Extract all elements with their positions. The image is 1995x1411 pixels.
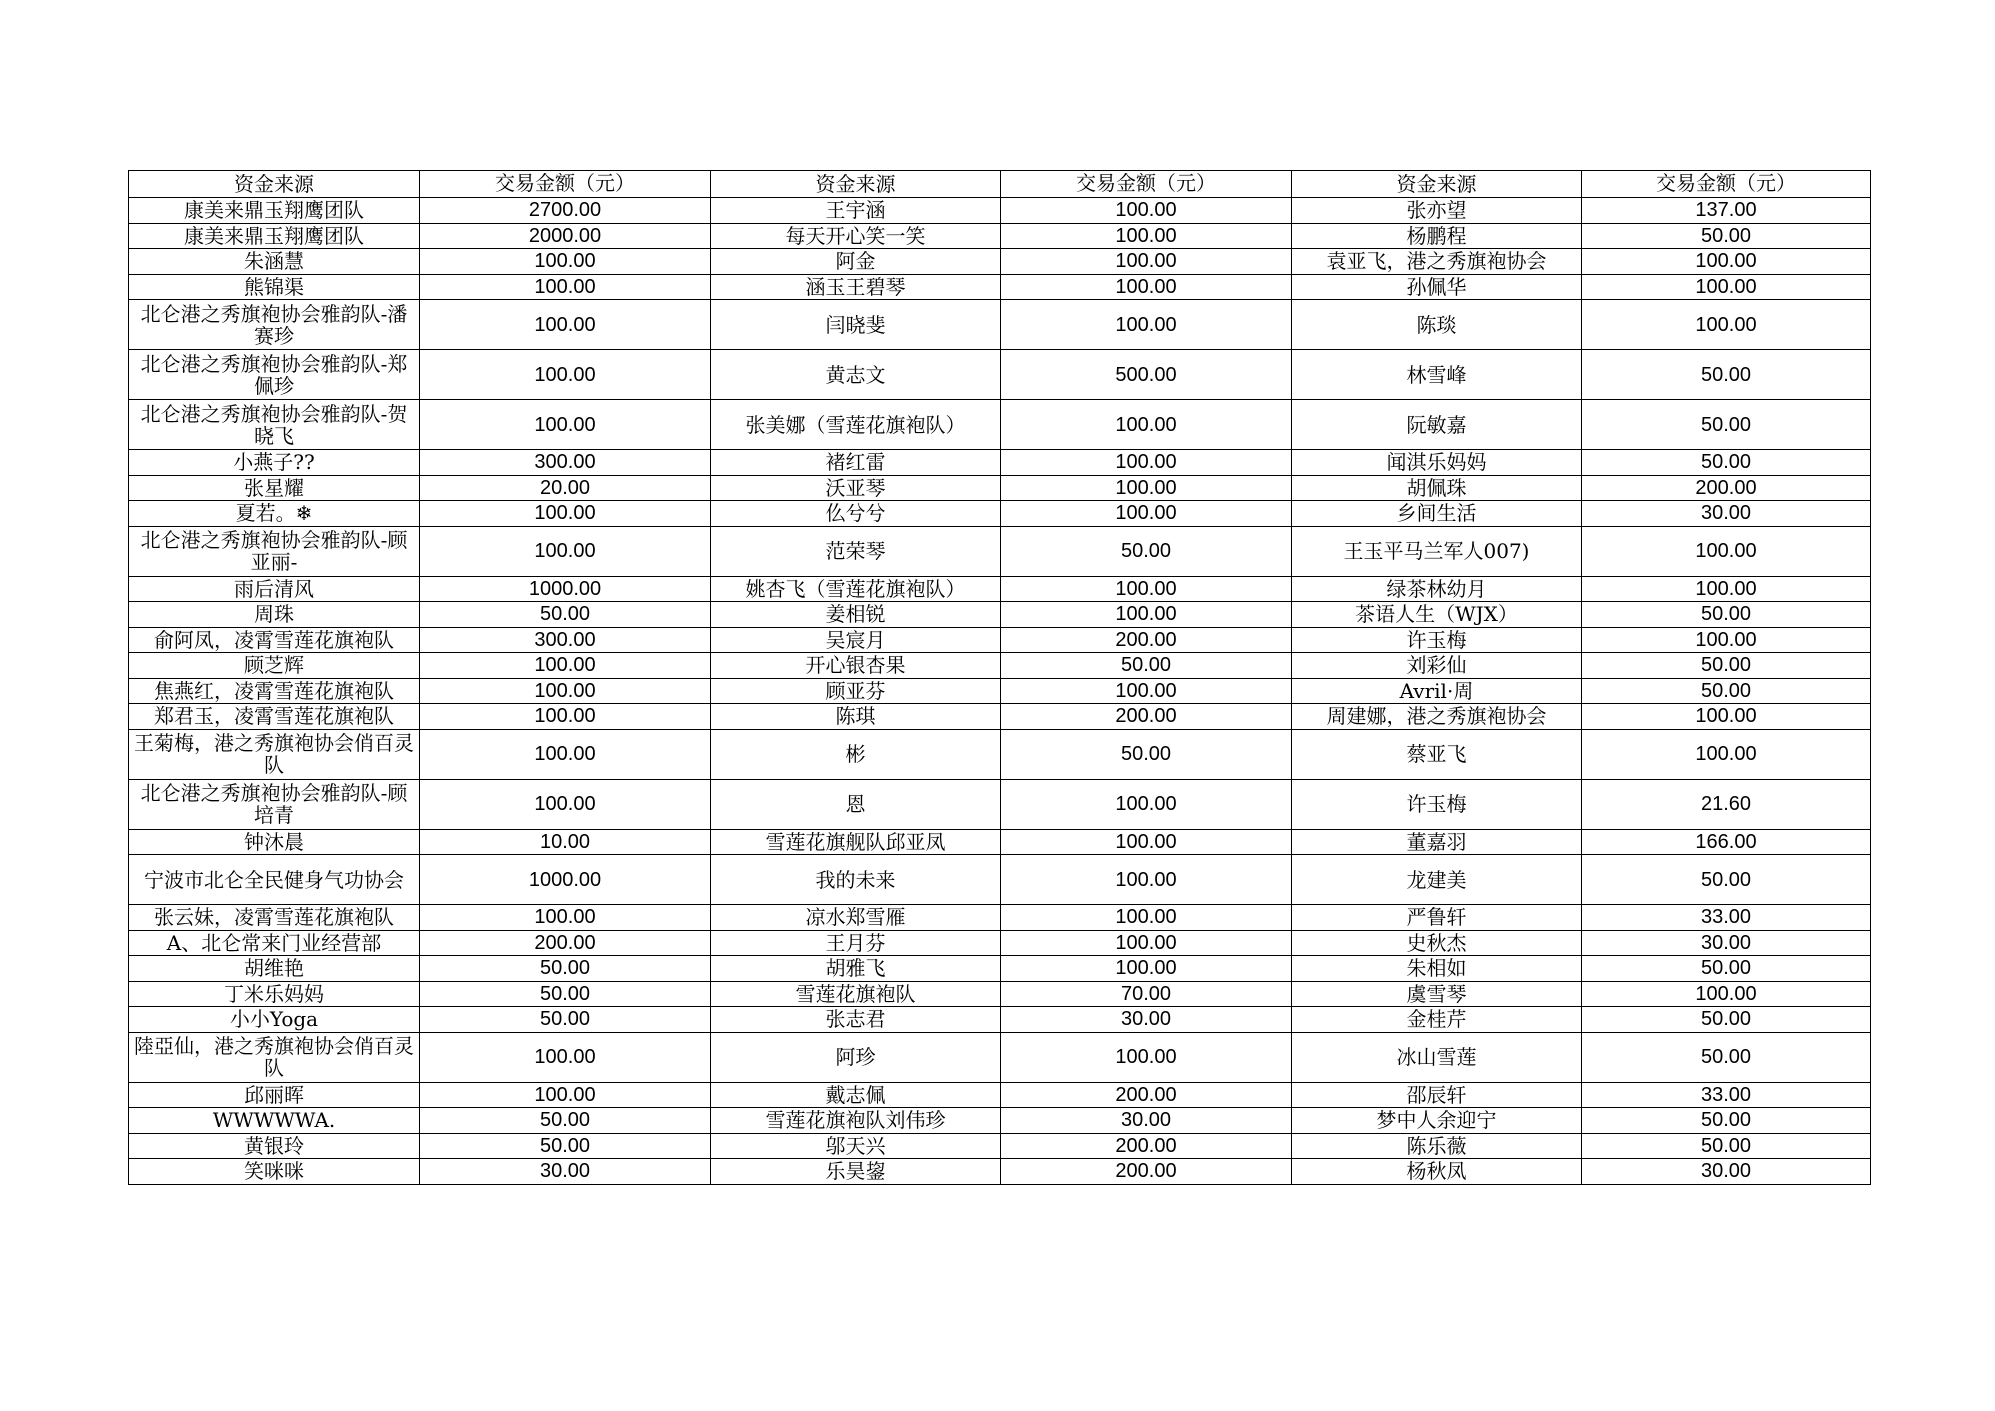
cell-source-3: 虞雪琴 xyxy=(1292,981,1582,1007)
cell-amount-3: 100.00 xyxy=(1582,627,1871,653)
cell-amount-2: 100.00 xyxy=(1001,300,1292,350)
cell-source-2: 张美娜（雪莲花旗袍队） xyxy=(711,400,1001,450)
cell-amount-1: 200.00 xyxy=(420,930,711,956)
cell-amount-1: 100.00 xyxy=(420,501,711,527)
cell-source-3: 严鲁轩 xyxy=(1292,905,1582,931)
cell-source-3: 陈乐薇 xyxy=(1292,1133,1582,1159)
table-row xyxy=(129,223,1871,249)
cell-source-1: WWWWWA. xyxy=(129,1108,420,1134)
cell-source-1: 北仑港之秀旗袍协会雅韵队-贺晓飞 xyxy=(129,400,420,450)
cell-amount-3: 50.00 xyxy=(1582,1108,1871,1134)
cell-source-3: 孙佩华 xyxy=(1292,274,1582,300)
cell-source-3: 周建娜，港之秀旗袍协会 xyxy=(1292,704,1582,730)
cell-source-1: 陸亞仙，港之秀旗袍协会俏百灵队 xyxy=(129,1032,420,1082)
table-row xyxy=(129,1082,1871,1108)
cell-source-3: 冰山雪莲 xyxy=(1292,1032,1582,1082)
cell-source-2: 顾亚芬 xyxy=(711,678,1001,704)
cell-source-3: 张亦望 xyxy=(1292,198,1582,224)
cell-amount-3: 50.00 xyxy=(1582,350,1871,400)
cell-amount-2: 100.00 xyxy=(1001,829,1292,855)
cell-amount-1: 1000.00 xyxy=(420,576,711,602)
cell-amount-1: 100.00 xyxy=(420,729,711,779)
table-body xyxy=(129,198,1871,1185)
cell-amount-2: 100.00 xyxy=(1001,905,1292,931)
table-row xyxy=(129,855,1871,905)
table-row xyxy=(129,1032,1871,1082)
cell-source-1: 熊锦渠 xyxy=(129,274,420,300)
cell-amount-3: 30.00 xyxy=(1582,1159,1871,1185)
cell-source-1: 俞阿凤，凌霄雪莲花旗袍队 xyxy=(129,627,420,653)
cell-amount-2: 100.00 xyxy=(1001,602,1292,628)
table-row xyxy=(129,779,1871,829)
cell-amount-1: 50.00 xyxy=(420,1133,711,1159)
cell-amount-1: 10.00 xyxy=(420,829,711,855)
cell-amount-3: 100.00 xyxy=(1582,729,1871,779)
cell-source-3: 董嘉羽 xyxy=(1292,829,1582,855)
cell-source-2: 王月芬 xyxy=(711,930,1001,956)
cell-amount-3: 100.00 xyxy=(1582,704,1871,730)
cell-amount-3: 50.00 xyxy=(1582,223,1871,249)
cell-source-2: 陈琪 xyxy=(711,704,1001,730)
cell-amount-3: 50.00 xyxy=(1582,1032,1871,1082)
cell-source-1: 宁波市北仑全民健身气功协会 xyxy=(129,855,420,905)
cell-amount-1: 100.00 xyxy=(420,350,711,400)
cell-amount-1: 100.00 xyxy=(420,300,711,350)
cell-source-2: 褚红雷 xyxy=(711,450,1001,476)
cell-amount-1: 300.00 xyxy=(420,450,711,476)
cell-source-2: 涵玉王碧琴 xyxy=(711,274,1001,300)
cell-amount-1: 100.00 xyxy=(420,249,711,275)
cell-amount-2: 100.00 xyxy=(1001,249,1292,275)
cell-source-2: 仫兮兮 xyxy=(711,501,1001,527)
cell-source-1: 小燕子?? xyxy=(129,450,420,476)
header-source-1: 资金来源 xyxy=(129,171,420,198)
cell-amount-3: 50.00 xyxy=(1582,450,1871,476)
cell-source-1: 胡维艳 xyxy=(129,956,420,982)
cell-amount-2: 100.00 xyxy=(1001,475,1292,501)
table-row xyxy=(129,1159,1871,1185)
cell-amount-1: 50.00 xyxy=(420,956,711,982)
cell-source-1: 雨后清风 xyxy=(129,576,420,602)
cell-source-2: 邬天兴 xyxy=(711,1133,1001,1159)
cell-source-3: 陈琰 xyxy=(1292,300,1582,350)
cell-amount-1: 1000.00 xyxy=(420,855,711,905)
cell-source-3: 杨秋凤 xyxy=(1292,1159,1582,1185)
cell-source-3: 刘彩仙 xyxy=(1292,653,1582,679)
cell-source-2: 乐昊鋆 xyxy=(711,1159,1001,1185)
cell-source-2: 凉水郑雪雁 xyxy=(711,905,1001,931)
cell-source-1: 小小Yoga xyxy=(129,1007,420,1033)
table-row xyxy=(129,1108,1871,1134)
cell-source-1: 钟沐晨 xyxy=(129,829,420,855)
table-row xyxy=(129,981,1871,1007)
cell-source-1: A、北仑常来门业经营部 xyxy=(129,930,420,956)
cell-source-1: 笑咪咪 xyxy=(129,1159,420,1185)
cell-amount-3: 50.00 xyxy=(1582,1007,1871,1033)
table-row xyxy=(129,475,1871,501)
cell-amount-1: 100.00 xyxy=(420,678,711,704)
cell-source-2: 每天开心笑一笑 xyxy=(711,223,1001,249)
cell-source-3: 阮敏嘉 xyxy=(1292,400,1582,450)
table-row xyxy=(129,602,1871,628)
cell-source-2: 张志君 xyxy=(711,1007,1001,1033)
cell-amount-2: 70.00 xyxy=(1001,981,1292,1007)
cell-amount-2: 200.00 xyxy=(1001,1159,1292,1185)
cell-amount-1: 100.00 xyxy=(420,526,711,576)
cell-amount-2: 30.00 xyxy=(1001,1007,1292,1033)
cell-amount-2: 200.00 xyxy=(1001,627,1292,653)
table-row xyxy=(129,300,1871,350)
cell-amount-1: 100.00 xyxy=(420,779,711,829)
header-source-2: 资金来源 xyxy=(711,171,1001,198)
cell-source-2: 范荣琴 xyxy=(711,526,1001,576)
cell-amount-1: 100.00 xyxy=(420,1082,711,1108)
cell-source-2: 胡雅飞 xyxy=(711,956,1001,982)
cell-amount-2: 50.00 xyxy=(1001,653,1292,679)
cell-source-2: 雪莲花旗舰队邱亚凤 xyxy=(711,829,1001,855)
cell-amount-1: 100.00 xyxy=(420,653,711,679)
cell-source-3: 袁亚飞，港之秀旗袍协会 xyxy=(1292,249,1582,275)
cell-amount-3: 166.00 xyxy=(1582,829,1871,855)
table-row xyxy=(129,956,1871,982)
cell-amount-3: 50.00 xyxy=(1582,678,1871,704)
cell-source-3: 林雪峰 xyxy=(1292,350,1582,400)
cell-amount-2: 50.00 xyxy=(1001,729,1292,779)
cell-amount-2: 100.00 xyxy=(1001,501,1292,527)
table-row xyxy=(129,249,1871,275)
table-row xyxy=(129,729,1871,779)
cell-amount-1: 300.00 xyxy=(420,627,711,653)
cell-amount-3: 100.00 xyxy=(1582,249,1871,275)
cell-amount-1: 100.00 xyxy=(420,704,711,730)
cell-source-1: 北仑港之秀旗袍协会雅韵队-顾亚丽- xyxy=(129,526,420,576)
cell-source-1: 张星耀 xyxy=(129,475,420,501)
cell-source-3: 金桂芹 xyxy=(1292,1007,1582,1033)
cell-source-3: 邵辰轩 xyxy=(1292,1082,1582,1108)
cell-source-1: 北仑港之秀旗袍协会雅韵队-郑佩珍 xyxy=(129,350,420,400)
table-row xyxy=(129,627,1871,653)
cell-amount-2: 200.00 xyxy=(1001,704,1292,730)
cell-source-3: 闻淇乐妈妈 xyxy=(1292,450,1582,476)
cell-source-3: 梦中人余迎宁 xyxy=(1292,1108,1582,1134)
cell-amount-3: 100.00 xyxy=(1582,981,1871,1007)
header-amount-2: 交易金额（元） xyxy=(1001,171,1292,198)
cell-amount-1: 2700.00 xyxy=(420,198,711,224)
cell-amount-3: 100.00 xyxy=(1582,274,1871,300)
cell-amount-3: 50.00 xyxy=(1582,602,1871,628)
header-amount-3: 交易金额（元） xyxy=(1582,171,1871,198)
cell-amount-1: 50.00 xyxy=(420,1007,711,1033)
cell-source-2: 黄志文 xyxy=(711,350,1001,400)
cell-source-1: 朱涵慧 xyxy=(129,249,420,275)
cell-amount-2: 100.00 xyxy=(1001,855,1292,905)
cell-source-3: 许玉梅 xyxy=(1292,779,1582,829)
cell-source-2: 沃亚琴 xyxy=(711,475,1001,501)
cell-amount-2: 200.00 xyxy=(1001,1082,1292,1108)
table-row xyxy=(129,274,1871,300)
cell-source-1: 康美来鼎玉翔鹰团队 xyxy=(129,223,420,249)
cell-amount-3: 33.00 xyxy=(1582,905,1871,931)
cell-source-2: 吴宸月 xyxy=(711,627,1001,653)
cell-amount-2: 200.00 xyxy=(1001,1133,1292,1159)
table-row xyxy=(129,905,1871,931)
table-row xyxy=(129,350,1871,400)
cell-source-2: 姜相锐 xyxy=(711,602,1001,628)
cell-source-3: 胡佩珠 xyxy=(1292,475,1582,501)
header-amount-1: 交易金额（元） xyxy=(420,171,711,198)
cell-amount-1: 2000.00 xyxy=(420,223,711,249)
cell-amount-3: 50.00 xyxy=(1582,400,1871,450)
cell-amount-3: 100.00 xyxy=(1582,300,1871,350)
table-row xyxy=(129,653,1871,679)
cell-amount-3: 200.00 xyxy=(1582,475,1871,501)
cell-source-1: 丁米乐妈妈 xyxy=(129,981,420,1007)
table-row xyxy=(129,1133,1871,1159)
header-source-3: 资金来源 xyxy=(1292,171,1582,198)
cell-source-3: 杨鹏程 xyxy=(1292,223,1582,249)
cell-source-1: 邱丽晖 xyxy=(129,1082,420,1108)
cell-source-1: 王菊梅，港之秀旗袍协会俏百灵队 xyxy=(129,729,420,779)
cell-source-3: 王玉平马兰军人007) xyxy=(1292,526,1582,576)
cell-source-1: 康美来鼎玉翔鹰团队 xyxy=(129,198,420,224)
cell-source-1: 郑君玉，凌霄雪莲花旗袍队 xyxy=(129,704,420,730)
cell-amount-2: 100.00 xyxy=(1001,274,1292,300)
cell-amount-3: 50.00 xyxy=(1582,653,1871,679)
table-row xyxy=(129,501,1871,527)
cell-source-2: 王宇涵 xyxy=(711,198,1001,224)
cell-amount-2: 30.00 xyxy=(1001,1108,1292,1134)
cell-amount-2: 100.00 xyxy=(1001,930,1292,956)
cell-source-1: 张云妹，凌霄雪莲花旗袍队 xyxy=(129,905,420,931)
table-row xyxy=(129,526,1871,576)
cell-source-1: 黄银玲 xyxy=(129,1133,420,1159)
cell-source-3: 乡间生活 xyxy=(1292,501,1582,527)
cell-source-3: 绿茶林幼月 xyxy=(1292,576,1582,602)
cell-amount-3: 30.00 xyxy=(1582,501,1871,527)
cell-amount-2: 100.00 xyxy=(1001,1032,1292,1082)
cell-source-1: 焦燕红，凌霄雪莲花旗袍队 xyxy=(129,678,420,704)
cell-source-2: 开心银杏果 xyxy=(711,653,1001,679)
cell-amount-3: 50.00 xyxy=(1582,1133,1871,1159)
cell-amount-2: 100.00 xyxy=(1001,223,1292,249)
cell-source-3: 朱相如 xyxy=(1292,956,1582,982)
cell-amount-2: 100.00 xyxy=(1001,678,1292,704)
table-row xyxy=(129,198,1871,224)
cell-source-2: 阿金 xyxy=(711,249,1001,275)
table-row xyxy=(129,704,1871,730)
cell-source-3: 许玉梅 xyxy=(1292,627,1582,653)
cell-source-2: 姚杏飞（雪莲花旗袍队） xyxy=(711,576,1001,602)
cell-source-3: 茶语人生（WJX） xyxy=(1292,602,1582,628)
cell-source-2: 闫晓斐 xyxy=(711,300,1001,350)
table-row xyxy=(129,930,1871,956)
cell-amount-1: 20.00 xyxy=(420,475,711,501)
cell-source-3: 史秋杰 xyxy=(1292,930,1582,956)
table-row xyxy=(129,1007,1871,1033)
cell-amount-3: 50.00 xyxy=(1582,855,1871,905)
cell-source-2: 雪莲花旗袍队刘伟珍 xyxy=(711,1108,1001,1134)
cell-source-1: 周珠 xyxy=(129,602,420,628)
cell-amount-3: 100.00 xyxy=(1582,526,1871,576)
cell-source-1: 夏若。❄ xyxy=(129,501,420,527)
table-row xyxy=(129,576,1871,602)
cell-source-3: 蔡亚飞 xyxy=(1292,729,1582,779)
table-header-row xyxy=(129,171,1871,198)
cell-source-1: 顾芝辉 xyxy=(129,653,420,679)
cell-amount-3: 100.00 xyxy=(1582,576,1871,602)
cell-amount-3: 21.60 xyxy=(1582,779,1871,829)
cell-amount-2: 100.00 xyxy=(1001,576,1292,602)
cell-amount-3: 33.00 xyxy=(1582,1082,1871,1108)
cell-source-2: 我的未来 xyxy=(711,855,1001,905)
cell-amount-2: 100.00 xyxy=(1001,198,1292,224)
cell-source-2: 戴志佩 xyxy=(711,1082,1001,1108)
cell-amount-2: 50.00 xyxy=(1001,526,1292,576)
table-row xyxy=(129,450,1871,476)
cell-source-2: 阿珍 xyxy=(711,1032,1001,1082)
table-row xyxy=(129,678,1871,704)
table-row xyxy=(129,829,1871,855)
cell-amount-1: 30.00 xyxy=(420,1159,711,1185)
cell-amount-1: 50.00 xyxy=(420,602,711,628)
cell-amount-2: 500.00 xyxy=(1001,350,1292,400)
cell-amount-3: 137.00 xyxy=(1582,198,1871,224)
cell-source-2: 恩 xyxy=(711,779,1001,829)
cell-source-2: 彬 xyxy=(711,729,1001,779)
cell-amount-1: 50.00 xyxy=(420,1108,711,1134)
cell-source-1: 北仑港之秀旗袍协会雅韵队-潘赛珍 xyxy=(129,300,420,350)
cell-amount-1: 100.00 xyxy=(420,400,711,450)
cell-source-3: Avril·周 xyxy=(1292,678,1582,704)
cell-amount-1: 100.00 xyxy=(420,274,711,300)
cell-source-3: 龙建美 xyxy=(1292,855,1582,905)
donation-table xyxy=(128,170,1871,1185)
cell-amount-2: 100.00 xyxy=(1001,400,1292,450)
cell-amount-1: 100.00 xyxy=(420,905,711,931)
cell-amount-2: 100.00 xyxy=(1001,956,1292,982)
cell-source-2: 雪莲花旗袍队 xyxy=(711,981,1001,1007)
cell-amount-3: 50.00 xyxy=(1582,956,1871,982)
cell-amount-2: 100.00 xyxy=(1001,779,1292,829)
table-row xyxy=(129,400,1871,450)
cell-amount-1: 50.00 xyxy=(420,981,711,1007)
cell-amount-2: 100.00 xyxy=(1001,450,1292,476)
cell-amount-3: 30.00 xyxy=(1582,930,1871,956)
cell-source-1: 北仑港之秀旗袍协会雅韵队-顾培青 xyxy=(129,779,420,829)
cell-amount-1: 100.00 xyxy=(420,1032,711,1082)
